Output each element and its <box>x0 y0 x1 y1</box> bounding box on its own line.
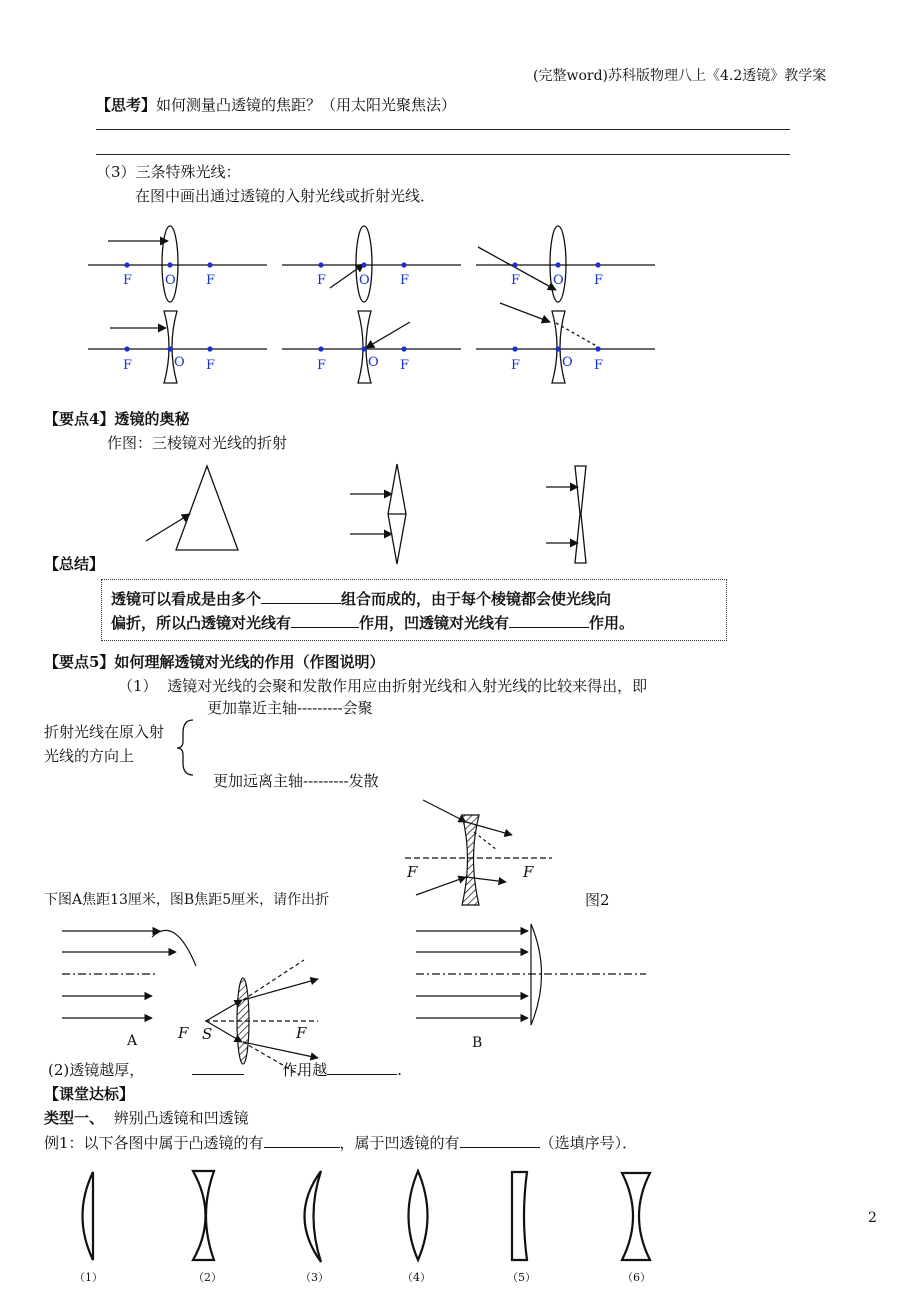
classwork-title: 【课堂达标】 <box>44 1085 135 1103</box>
lens-label: （2） <box>193 1271 222 1284</box>
summary-text: 透镜可以看成是由多个 <box>111 590 262 608</box>
summary-text: 作用，凹透镜对光线有 <box>359 614 510 632</box>
point5-title: 【要点5】如何理解透镜对光线的作用（作图说明） <box>44 653 385 671</box>
lens-label: （3） <box>300 1271 329 1284</box>
think-label: 【思考】 <box>96 96 157 114</box>
label-f: F <box>296 1024 307 1042</box>
label-f: F <box>511 273 521 288</box>
label-o: O <box>359 273 370 288</box>
label-f: F <box>511 358 521 373</box>
label-o: O <box>368 355 379 370</box>
type1-text: 辨别凸透镜和凹透镜 <box>113 1109 249 1127</box>
lens-label: （5） <box>507 1271 536 1284</box>
point4-draw: 作图：三棱镜对光线的折射 <box>107 434 288 452</box>
label-f: F <box>400 273 410 288</box>
label-f: F <box>206 273 216 288</box>
label-o: O <box>165 273 176 288</box>
item-text: 透镜对光线的会聚和发散作用应由折射光线和入射光线的比较来得出，即 <box>167 677 648 695</box>
page-number: 2 <box>868 1210 877 1226</box>
summary-text: 作用。 <box>589 614 635 632</box>
document-header-title: (完整word)苏科版物理八上《4.2透镜》教学案 <box>533 68 827 84</box>
figure-b-label: B <box>472 1035 483 1051</box>
closer-axis-text: 更加靠近主轴---------会聚 <box>207 699 373 717</box>
label-s: S <box>202 1025 213 1043</box>
rays-instruction: 在图中画出通过透镜的入射光线或折射光线． <box>135 187 436 205</box>
item-2-text: . <box>397 1061 403 1079</box>
point4-title: 【要点4】透镜的奥秘 <box>44 410 190 428</box>
lens-label: （6） <box>622 1271 651 1284</box>
item-2-text: 作用越 <box>282 1061 328 1079</box>
figures-caption: 下图A焦距13厘米，图B焦距5厘米，请作出折 <box>44 892 330 908</box>
brace-left-line-2: 光线的方向上 <box>44 747 135 765</box>
example-1-text: 例1：以下各图中属于凸透镜的有 <box>44 1134 264 1152</box>
farther-axis-text: 更加远离主轴---------发散 <box>213 772 379 790</box>
example-1-text: ，属于凹透镜的有 <box>339 1134 460 1152</box>
label-f: F <box>317 273 327 288</box>
summary-text: 偏折，所以凸透镜对光线有 <box>111 614 292 632</box>
lens-label: （1） <box>74 1271 103 1284</box>
label-f: F <box>523 863 534 881</box>
label-f: F <box>123 358 133 373</box>
label-o: O <box>174 355 185 370</box>
item-number: （1） <box>118 677 158 695</box>
label-f: F <box>123 273 133 288</box>
label-f: F <box>400 358 410 373</box>
think-question: 如何测量凸透镜的焦距？（用太阳光聚焦法） <box>156 96 457 114</box>
example-1-text: （选填序号）． <box>539 1134 638 1152</box>
figure-2-label: 图2 <box>585 891 610 909</box>
label-f: F <box>594 358 604 373</box>
label-f: F <box>178 1024 189 1042</box>
label-o: O <box>562 355 573 370</box>
label-f: F <box>206 358 216 373</box>
summary-label: 【总结】 <box>44 555 105 573</box>
summary-text: 组合而成的，由于每个棱镜都会使光线向 <box>341 590 612 608</box>
item-2-text: (2)透镜越厚， <box>48 1061 145 1079</box>
type1-label: 类型一、 <box>44 1109 105 1127</box>
label-o: O <box>553 273 564 288</box>
rays-heading: （3）三条特殊光线： <box>96 163 241 181</box>
lens-label: （4） <box>402 1271 431 1284</box>
label-f: F <box>594 273 604 288</box>
figure-a-label: A <box>127 1033 138 1049</box>
label-f: F <box>317 358 327 373</box>
brace-left-line-1: 折射光线在原入射 <box>44 723 165 741</box>
label-f: F <box>407 863 418 881</box>
